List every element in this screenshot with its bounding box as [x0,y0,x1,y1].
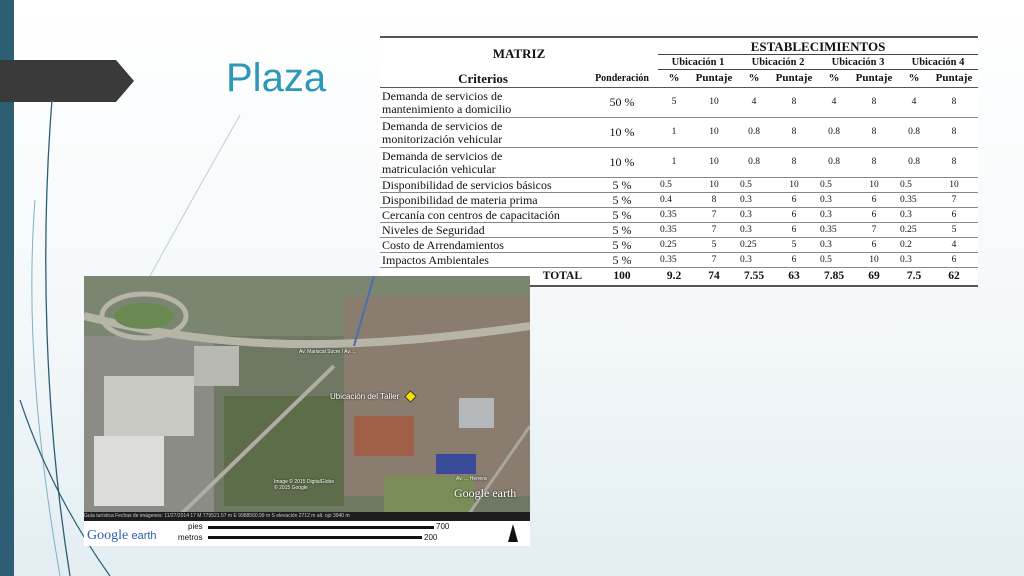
percentage-cell: 0.25 [658,238,690,253]
decision-matrix [380,36,978,288]
total-value: 69 [850,268,898,287]
score-cell: 10 [690,178,738,193]
score-cell: 7 [930,193,978,208]
google-earth-logo [87,527,157,544]
slide-title: Plaza [226,56,327,100]
score-header: Puntaje [930,70,978,88]
percentage-cell: 0.4 [658,193,690,208]
location-header-2: Ubicación 2 [738,55,818,70]
total-value: 9.2 [658,268,690,287]
earth-logo-text: earth [131,530,157,542]
criterion-weight: 10 % [586,118,658,148]
score-cell: 6 [850,193,898,208]
percentage-cell: 0.3 [738,208,770,223]
criterion-name-line: Cercanía con centros de capacitación [382,207,560,222]
criterion-row [380,208,978,223]
score-cell: 10 [690,118,738,148]
percentage-cell: 0.8 [818,118,850,148]
criterion-name-line: Niveles de Seguridad [382,222,485,237]
score-cell: 8 [930,148,978,178]
percentage-cell: 0.8 [738,148,770,178]
satellite-map-image [84,276,530,546]
percentage-cell: 0.3 [818,193,850,208]
score-cell: 10 [850,253,898,268]
score-cell: 6 [770,208,818,223]
criterion-row [380,253,978,268]
matrix-table [380,36,978,287]
location-header-4: Ubicación 4 [898,55,978,70]
criterion-name [380,223,586,238]
scale-meters-label: metros [178,533,203,542]
percentage-cell: 0.5 [658,178,690,193]
percentage-cell: 0.3 [738,193,770,208]
score-cell: 6 [930,253,978,268]
criterion-name-line: matriculación vehicular [382,161,496,176]
percentage-cell: 0.35 [818,223,850,238]
percentage-cell: 0.3 [898,253,930,268]
criterion-row [380,223,978,238]
percentage-cell: 0.3 [738,223,770,238]
score-cell: 8 [770,88,818,118]
criterion-weight: 5 % [586,208,658,223]
score-cell: 7 [690,223,738,238]
criterion-weight: 5 % [586,238,658,253]
percentage-cell: 4 [818,88,850,118]
pct-header: % [818,70,850,88]
pct-header: % [738,70,770,88]
google-logo-text: Google [87,528,129,543]
total-value: 7.85 [818,268,850,287]
score-cell: 8 [930,118,978,148]
percentage-cell: 1 [658,148,690,178]
score-cell: 10 [690,88,738,118]
percentage-cell: 0.25 [738,238,770,253]
scale-feet-label: pies [188,522,203,531]
score-cell: 5 [690,238,738,253]
score-cell: 6 [770,253,818,268]
criterion-row [380,238,978,253]
north-arrow-icon [508,524,518,542]
criterion-name [380,238,586,253]
score-cell: 8 [850,88,898,118]
percentage-cell: 0.35 [658,208,690,223]
percentage-cell: 0.2 [898,238,930,253]
score-cell: 6 [850,238,898,253]
total-weight: 100 [586,268,658,287]
percentage-cell: 5 [658,88,690,118]
total-value: 63 [770,268,818,287]
scale-feet-value: 700 [436,522,450,531]
scale-meters-value: 200 [424,533,438,542]
score-cell: 10 [930,178,978,193]
percentage-cell: 0.3 [818,208,850,223]
total-value: 7.5 [898,268,930,287]
total-label: TOTAL [380,268,586,287]
score-cell: 10 [690,148,738,178]
street-label: Av. ... Herrera [456,476,487,482]
score-header: Puntaje [850,70,898,88]
percentage-cell: 0.3 [738,253,770,268]
percentage-cell: 1 [658,118,690,148]
score-cell: 8 [770,118,818,148]
percentage-cell: 4 [898,88,930,118]
criterion-name-line: Demanda de servicios de [382,88,503,103]
score-cell: 8 [770,148,818,178]
score-cell: 7 [850,223,898,238]
percentage-cell: 0.8 [898,148,930,178]
score-header: Puntaje [690,70,738,88]
map-status-bar: Guía turística Fechas de imágenes: 11/27/2014 17 M 779521.57 m E 9988560.99 m S elevación 2712 m alt. ojo 3940 m [84,512,530,521]
criterion-name [380,193,586,208]
location-header-3: Ubicación 3 [818,55,898,70]
percentage-cell: 0.35 [898,193,930,208]
total-value: 7.55 [738,268,770,287]
matrix-title: MATRIZ [380,37,658,70]
score-cell: 6 [770,193,818,208]
score-cell: 4 [930,238,978,253]
pct-header: % [898,70,930,88]
criterion-name-line: mantenimiento a domicilio [382,101,512,116]
scale-bar-meters [208,536,422,539]
percentage-cell: 0.5 [818,178,850,193]
criterion-name-line: Demanda de servicios de [382,118,503,133]
percentage-cell: 0.25 [898,223,930,238]
criterion-name-line: monitorización vehicular [382,131,503,146]
criterion-name [380,253,586,268]
total-value: 74 [690,268,738,287]
score-cell: 6 [770,223,818,238]
score-cell: 10 [850,178,898,193]
weight-header: Ponderación [586,70,658,88]
scale-bar-feet [208,526,434,529]
percentage-cell: 0.5 [738,178,770,193]
road-label: Av. Mariscal Sucre / Av. ... [299,349,357,355]
score-cell: 8 [850,118,898,148]
location-label: Ubicación del Taller [330,392,400,401]
criterion-weight: 5 % [586,193,658,208]
criterion-weight: 5 % [586,178,658,193]
percentage-cell: 0.35 [658,253,690,268]
google-earth-watermark: Google earth [454,486,517,500]
criterion-name [380,118,586,148]
criterion-weight: 5 % [586,253,658,268]
criterion-name-line: Costo de Arrendamientos [382,237,504,252]
criterion-name [380,88,586,118]
criterion-name [380,208,586,223]
establishments-header: ESTABLECIMIENTOS [658,37,978,55]
criterion-row [380,148,978,178]
percentage-cell: 0.5 [898,178,930,193]
percentage-cell: 0.8 [738,118,770,148]
percentage-cell: 0.35 [658,223,690,238]
criterion-name-line: Demanda de servicios de [382,148,503,163]
score-cell: 8 [930,88,978,118]
score-cell: 5 [930,223,978,238]
criterion-row [380,178,978,193]
pct-header: % [658,70,690,88]
criterion-name-line: Disponibilidad de servicios básicos [382,177,552,192]
score-cell: 7 [690,208,738,223]
location-header-1: Ubicación 1 [658,55,738,70]
imagery-copyright: Image © 2015 DigitalGlobe © 2015 Google [274,479,335,491]
percentage-cell: 0.3 [898,208,930,223]
criterion-name-line: Impactos Ambientales [382,252,489,267]
score-cell: 8 [690,193,738,208]
score-header: Puntaje [770,70,818,88]
score-cell: 6 [850,208,898,223]
total-value: 62 [930,268,978,287]
criterion-name [380,178,586,193]
score-cell: 10 [770,178,818,193]
criterion-row [380,193,978,208]
percentage-cell: 0.8 [818,148,850,178]
criterion-weight: 10 % [586,148,658,178]
criterion-name [380,148,586,178]
criterion-weight: 5 % [586,223,658,238]
percentage-cell: 4 [738,88,770,118]
criterion-weight: 50 % [586,88,658,118]
score-cell: 5 [770,238,818,253]
score-cell: 6 [930,208,978,223]
percentage-cell: 0.5 [818,253,850,268]
score-cell: 8 [850,148,898,178]
criteria-header: Criterios [380,70,586,88]
map-footer [84,521,530,546]
criterion-row [380,118,978,148]
title-arrow-tab [0,60,134,102]
criterion-name-line: Disponibilidad de materia prima [382,192,538,207]
criterion-row [380,88,978,118]
score-cell: 7 [690,253,738,268]
percentage-cell: 0.3 [818,238,850,253]
percentage-cell: 0.8 [898,118,930,148]
